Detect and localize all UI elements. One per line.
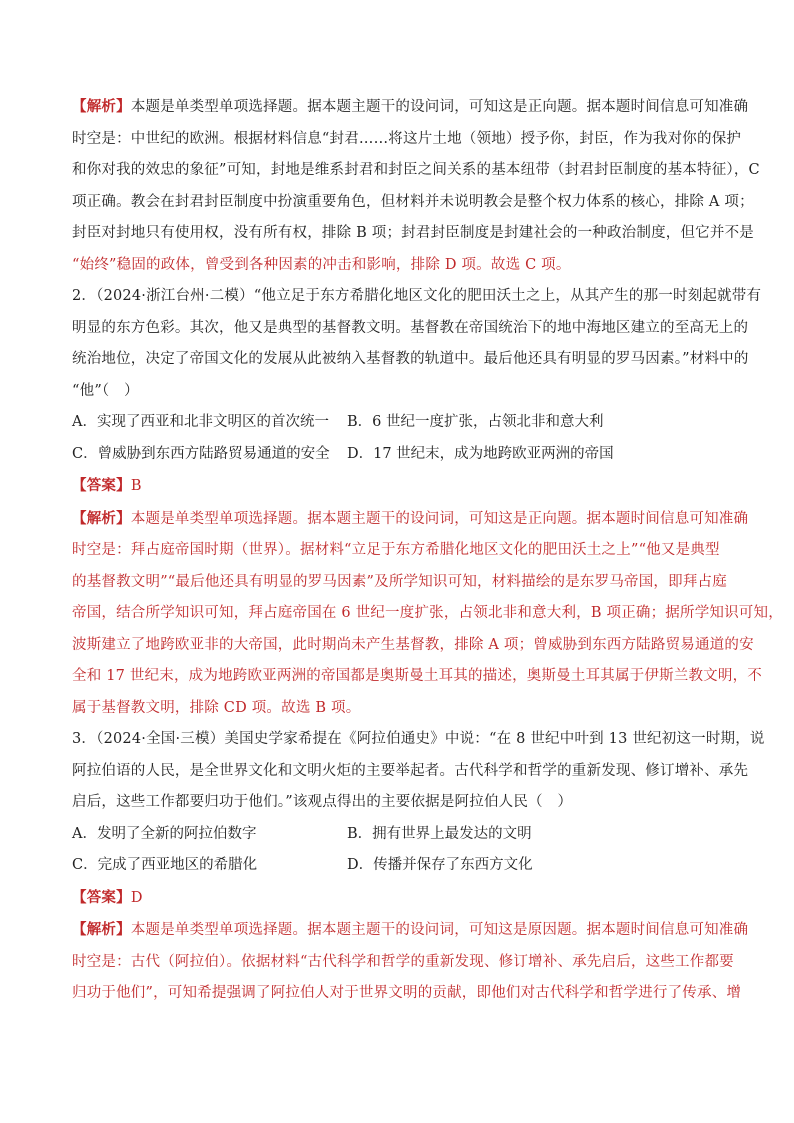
answer-tag: 【答案】: [72, 477, 131, 494]
q3-stem-line-1: 3．（2024·全国·三模）美国史学家希提在《阿拉伯通史》中说：“在 8 世纪中叶到 13 世纪初这一时期，说: [72, 731, 765, 747]
analysis-tag: 【解析】: [72, 98, 131, 115]
q3-option-d: D．传播并保存了东西方文化: [347, 857, 533, 873]
q1-analysis-line-6: “始终”稳固的政体，曾受到各种因素的冲击和影响，排除 D 项。故选 C 项。: [72, 256, 571, 273]
q3-stem-line-2: 阿拉伯语的人民，是全世界文化和文明火炬的主要举起者。古代科学和哲学的重新发现、修订增补、承先: [72, 762, 749, 779]
q3-option-c: C．完成了西亚地区的希腊化: [72, 857, 258, 873]
q2-stem-line-2: 明显的东方色彩。其次，他又是典型的基督教文明。基督教在帝国统治下的地中海地区建立的至高无上的: [72, 319, 749, 336]
q2-analysis-line-5: 波斯建立了地跨欧亚非的大帝国，此时期尚未产生基督教，排除 A 项；曾威胁到东西方陆路贸易通道的安: [72, 636, 754, 653]
q3-option-a: A．发明了全新的阿拉伯数字: [72, 825, 257, 842]
q2-stem-line-4: “他”（ ）: [72, 382, 139, 399]
q2-answer-value: B: [130, 478, 142, 494]
q3-answer-value: D: [130, 889, 143, 906]
analysis-tag: 【解析】: [72, 921, 131, 938]
answer-tag: 【答案】: [72, 888, 131, 906]
q2-analysis-line-6: 全和 17 世纪末，成为地跨欧亚两洲的帝国都是奥斯曼土耳其的描述，奥斯曼土耳其属于伊斯兰教文明，不: [72, 668, 762, 684]
q3-options-row-2: [72, 855, 732, 876]
q1-analysis-line-5: 封臣对封地只有使用权，没有所有权，排除 B 项；封君封臣制度是封建社会的一种政治制度，但它并不是: [72, 225, 754, 241]
q2-answer: [72, 475, 732, 497]
q2-option-d: D．17 世纪末，成为地跨欧亚两洲的帝国: [347, 445, 614, 462]
q2-analysis-line-4: 帝国，结合所学知识可知，拜占庭帝国在 6 世纪一度扩张，占领北非和意大利，B 项正确；据所学知识可知，: [72, 605, 783, 621]
q2-stem-line-1: 2．（2024·浙江台州·二模）“他立足于东方希腊化地区文化的肥田沃土之上，从其产生的那一时刻起就带有: [72, 288, 762, 304]
q2-option-c: C．曾威胁到东西方陆路贸易通道的安全: [72, 445, 330, 462]
q2-options-row-2: [72, 444, 732, 465]
q2-analysis-line-1: 【解析】本题是单类型单项选择题。据本题主题干的设问词，可知这是正向题。据本题时间信息可知准确: [72, 509, 749, 527]
q1-analysis-line-4: 项正确。教会在封君封臣制度中扮演重要角色，但材料并未说明教会是整个权力体系的核心，排除 A 项；: [72, 193, 754, 210]
analysis-tag: 【解析】: [72, 509, 131, 527]
q2-option-a: A．实现了西亚和北非文明区的首次统一: [72, 414, 329, 430]
q3-analysis-line-2: 时空是：古代（阿拉伯）。依据材料“古代科学和哲学的重新发现、修订增补、承先启后，这些工作都要: [72, 953, 734, 970]
q1-analysis-line-2: 时空是：中世纪的欧洲。根据材料信息“封君……将这片土地（领地）授予你，封臣，作为我对你的保护: [72, 130, 742, 147]
q2-analysis-line-3: 的基督教文明”“最后他还具有明显的罗马因素”及所学知识可知，材料描绘的是东罗马帝国，即拜占庭: [72, 573, 727, 590]
q3-answer: [72, 887, 732, 909]
q2-analysis-line-2: 时空是：拜占庭帝国时期（世界）。据材料“立足于东方希腊化地区文化的肥田沃土之上”“他又是典型: [72, 542, 720, 558]
q3-options-row-1: [72, 824, 732, 845]
q3-analysis-line-1: 【解析】本题是单类型单项选择题。据本题主题干的设问词，可知这是原因题。据本题时间信息可知准确: [72, 921, 749, 938]
q1-analysis-line-3: 和你对我的效忠的象征”可知，封地是维系封君和封臣之间关系的基本纽带（封君封臣制度的基本特征），C: [72, 162, 760, 178]
document-page: [72, 96, 783, 1015]
q2-analysis-line-7: 属于基督教文明，排除 CD 项。故选 B 项。: [72, 699, 361, 716]
q2-stem-line-3: 统治地位，决定了帝国文化的发展从此被纳入基督教的轨道中。最后他还具有明显的罗马因素。”材料中的: [72, 351, 749, 367]
q1-analysis-line-1: 【解析】本题是单类型单项选择题。据本题主题干的设问词，可知这是正向题。据本题时间信息可知准确: [72, 98, 749, 115]
q3-analysis-line-3: 归功于他们”，可知希提强调了阿拉伯人对于世界文明的贡献，即他们对古代科学和哲学进行了传承、增: [72, 985, 742, 1001]
q2-options-row-1: [72, 412, 732, 433]
q3-stem-line-3: 启后，这些工作都要归功于他们。”该观点得出的主要依据是阿拉伯人民（ ）: [72, 794, 573, 810]
q3-option-b: B．拥有世界上最发达的文明: [347, 825, 532, 842]
q2-option-b: B．6 世纪一度扩张，占领北非和意大利: [347, 414, 604, 430]
